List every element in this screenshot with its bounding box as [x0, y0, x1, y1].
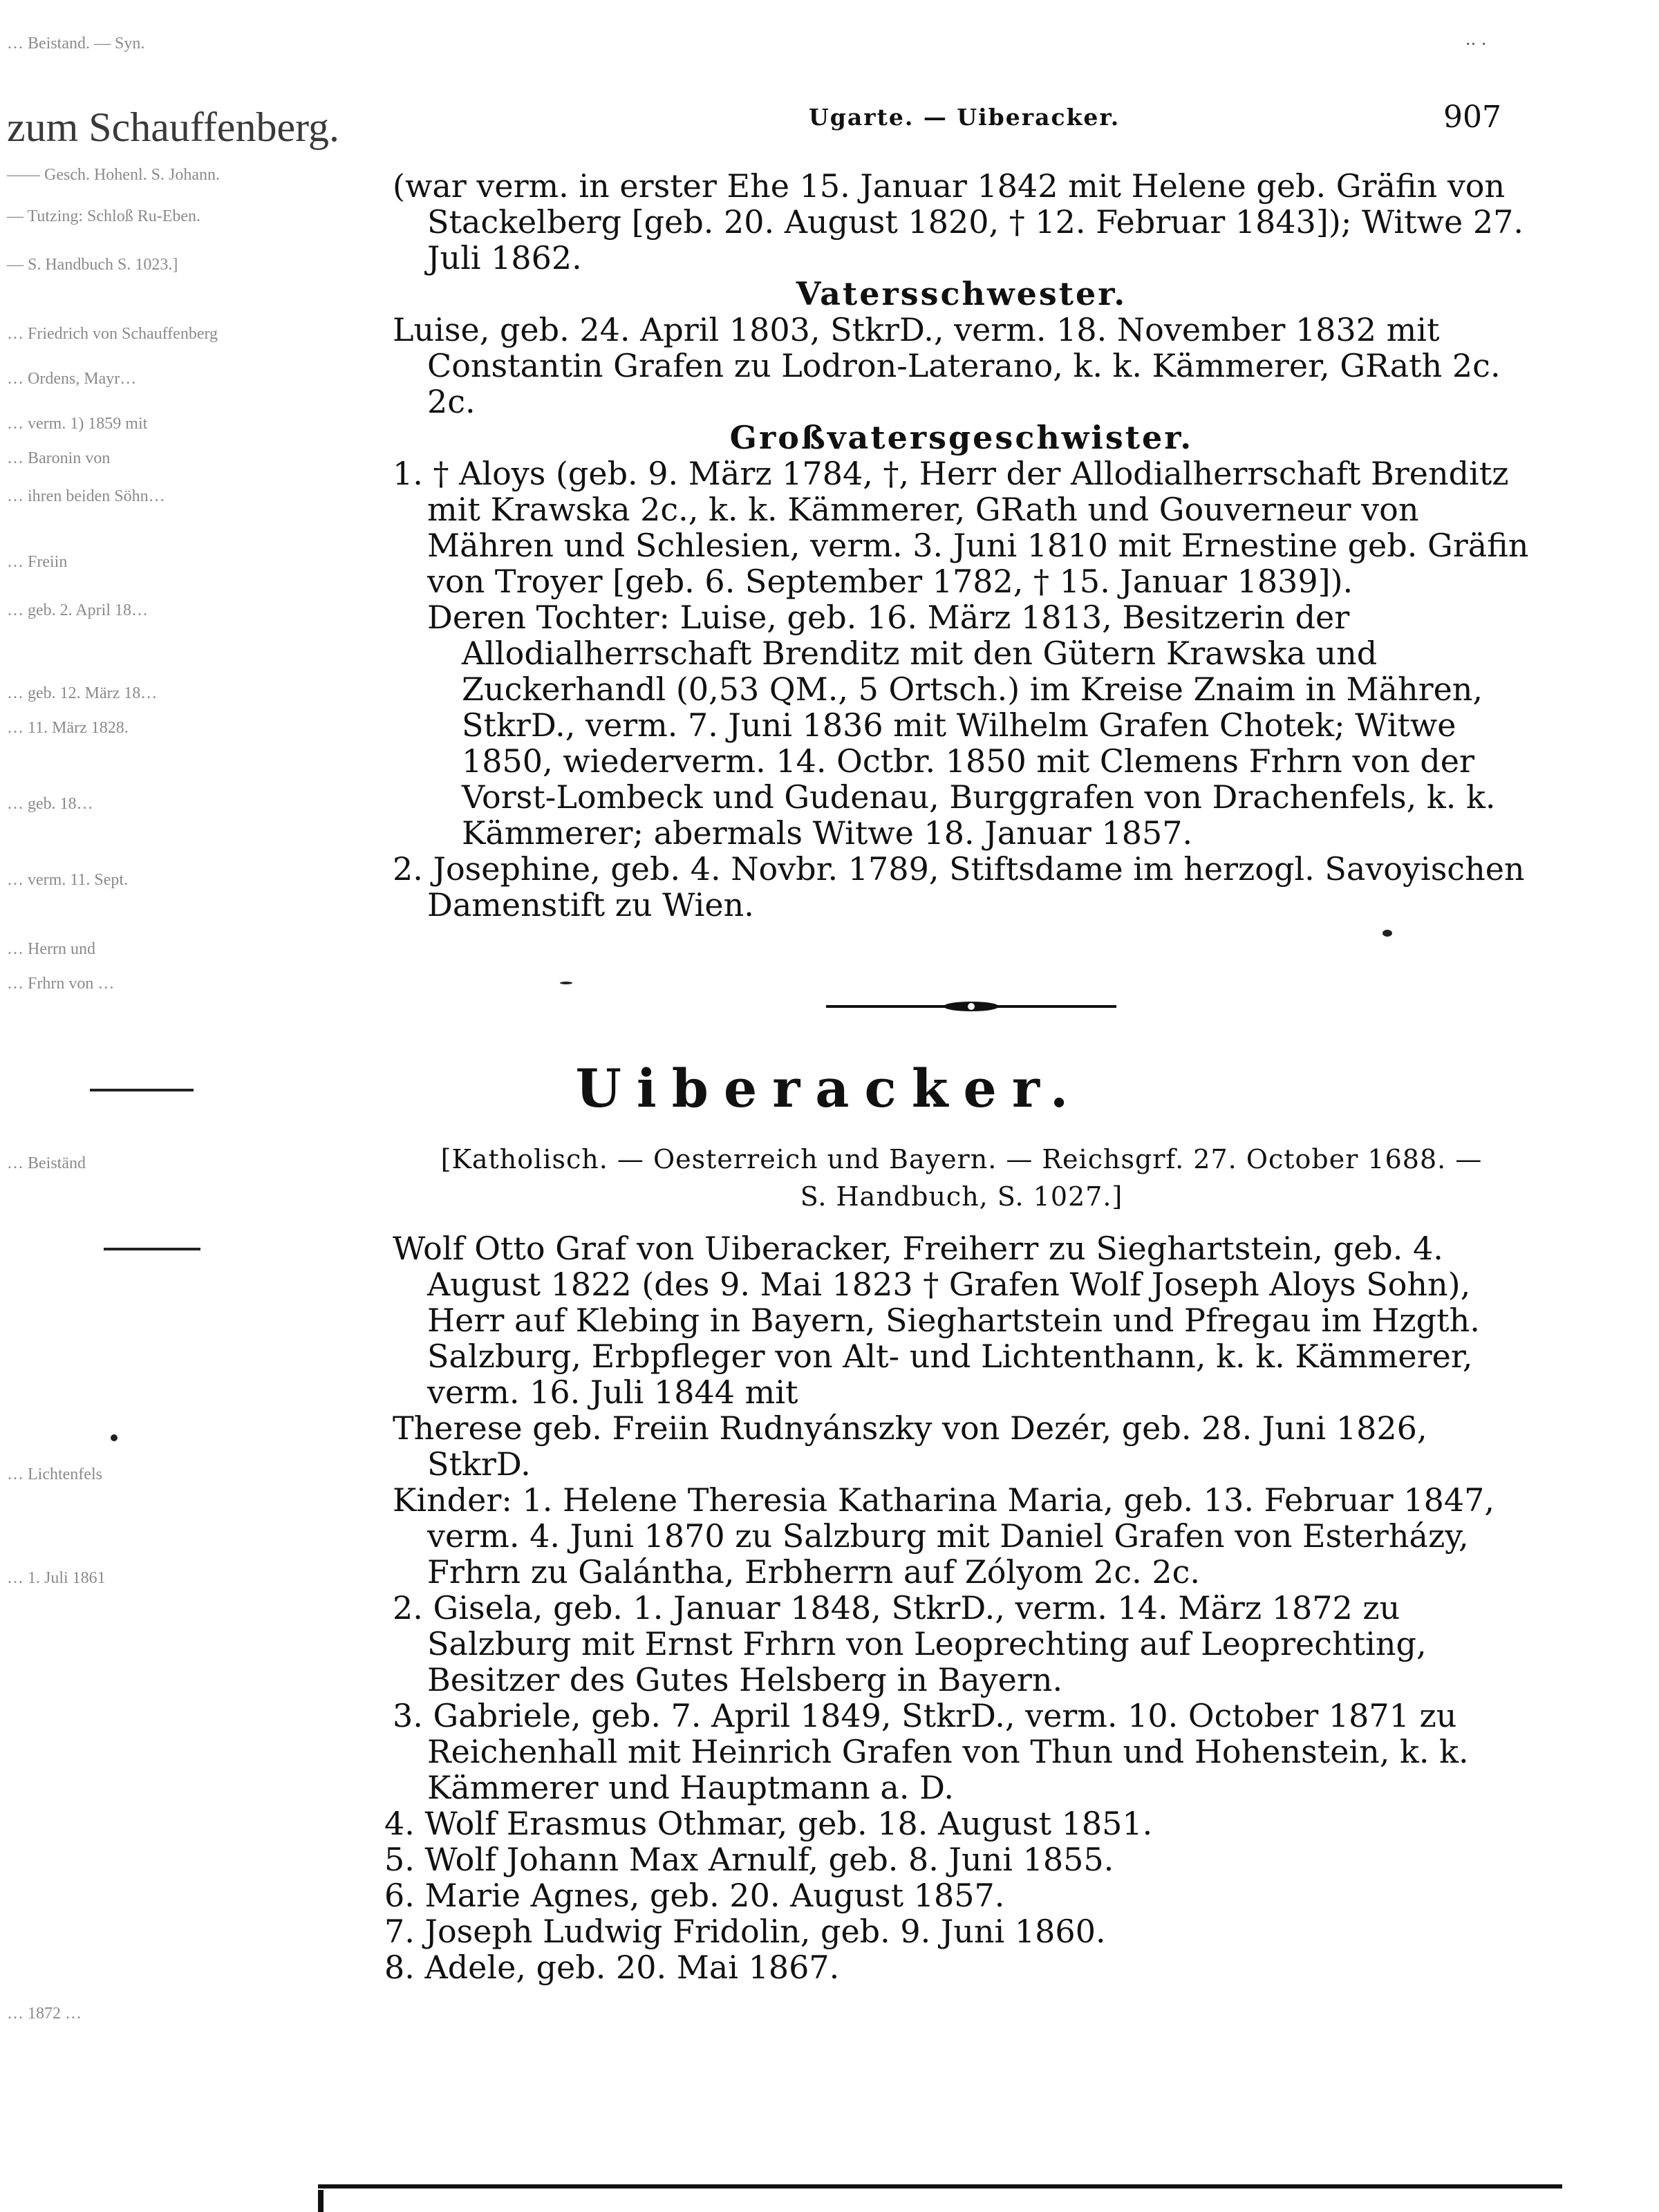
entry-head-of-family: Wolf Otto Graf von Uiberacker, Freiherr zu Sieghartstein, geb. 4. August 1822 (des 9. Mai 1823 † Grafen Wolf Joseph Aloys Sohn), Herr auf Klebing in Bayern, Sieghartstein und Pfregau im Hzgth. Salzburg, Erbpfleger von Alt- und Lichtenthann, k. k. Kämmerer, verm. 16. Juli 1844 mit	[393, 1230, 1480, 1411]
bleed-line: … verm. 1) 1859 mit	[7, 415, 148, 433]
bleed-line: … geb. 2. April 18…	[7, 601, 148, 619]
section-divider-ornament	[826, 1001, 1116, 1012]
ink-speck	[560, 982, 572, 984]
bleed-line: … Ordens, Mayr…	[7, 370, 137, 388]
bleed-ornament	[104, 1248, 200, 1250]
list-item-child: 5. Wolf Johann Max Arnulf, geb. 8. Juni 1855.	[384, 1841, 1114, 1878]
entry-aloys-daughter: Deren Tochter: Luise, geb. 16. März 1813, Besitzerin der Allodialherrschaft Brenditz mit den Gütern Krawska und Zuckerhandl (0,53 QM., 5 Ortsch.) im Kreise Znaim in Mähren, StkrD., verm. 7. Juni 1836 mit Wilhelm Grafen Chotek; Witwe 1850, wiederverm. 14. Octbr. 1850 mit Clemens Frhrn von der Vorst-Lombeck und Gudenau, Burggrafen von Drachenfels, k. k. Kämmerer; abermals Witwe 18. Januar 1857.	[427, 599, 1496, 852]
bleed-line: … Frhrn von …	[7, 975, 115, 993]
bleed-line: … ihren beiden Söhn…	[7, 487, 165, 505]
paragraph-aunt: Luise, geb. 24. April 1803, StkrD., verm. 18. November 1832 mit Constantin Grafen zu Lodron-Laterano, k. k. Kämmerer, GRath 2c. 2c.	[393, 311, 1501, 420]
bleed-line: … Freiin	[7, 553, 68, 571]
corner-mark: ·· ·	[1465, 35, 1487, 54]
ink-speck	[1382, 930, 1392, 937]
list-item-child: 3. Gabriele, geb. 7. April 1849, StkrD., verm. 10. October 1871 zu Reichenhall mit Heinrich Grafen von Thun und Hohenstein, k. k. Kämmerer und Hauptmann a. D.	[393, 1697, 1469, 1806]
bleed-line: … Beiständ	[7, 1154, 86, 1172]
bleed-line: … Herrn und	[7, 940, 95, 958]
entry-josephine: 2. Josephine, geb. 4. Novbr. 1789, Stiftsdame im herzogl. Savoyischen Damenstift zu Wien.	[393, 850, 1525, 924]
family-note-line-2: S. Handbuch, S. 1027.]	[800, 1181, 1123, 1212]
running-title: Ugarte. — Uiberacker.	[809, 104, 1121, 131]
bleed-line: … 1. Juli 1861	[7, 1569, 106, 1587]
list-item-child: 8. Adele, geb. 20. Mai 1867.	[384, 1949, 840, 1986]
bleed-top-line: … Beistand. — Syn.	[7, 35, 145, 53]
bottom-rule	[318, 2184, 1562, 2188]
bleed-line: … verm. 11. Sept.	[7, 871, 129, 889]
family-note	[384, 1141, 1539, 1215]
section-title: Uiberacker.	[575, 1058, 1084, 1119]
bleed-line: … Baronin von	[7, 449, 111, 467]
section-uiberacker	[384, 1230, 1539, 1985]
bleed-line: — Tutzing: Schloß Ru-Eben.	[7, 207, 201, 225]
paragraph-intro: (war verm. in erster Ehe 15. Januar 1842 mit Helene geb. Gräfin von Stackelberg [geb. 20. August 1820, † 12. Februar 1843]); Witwe 27. Juli 1862.	[393, 167, 1524, 276]
entry-wife: Therese geb. Freiin Rudnyánszky von Dezér, geb. 28. Juni 1826, StkrD.	[393, 1409, 1427, 1483]
bleed-line: … geb. 12. März 18…	[7, 684, 158, 702]
bottom-rule-corner	[318, 2190, 324, 2212]
heading-grossvatersgeschwister: Großvatersgeschwister.	[729, 419, 1194, 456]
bleed-line: — S. Handbuch S. 1023.]	[7, 256, 178, 274]
list-item-child: 2. Gisela, geb. 1. Januar 1848, StkrD., verm. 14. März 1872 zu Salzburg mit Ernst Frhrn von Leoprechting auf Leoprechting, Besitzer des Gutes Helsberg in Bayern.	[393, 1589, 1427, 1698]
list-item-child: 4. Wolf Erasmus Othmar, geb. 18. August 1851.	[384, 1805, 1153, 1842]
heading-vatersschwester: Vatersschwester.	[796, 275, 1127, 312]
bleed-line: … 11. März 1828.	[7, 719, 129, 737]
bleed-line: … geb. 18…	[7, 795, 93, 813]
bleed-line: … Friedrich von Schauffenberg	[7, 325, 218, 343]
list-item-child: 7. Joseph Ludwig Fridolin, geb. 9. Juni 1860.	[384, 1913, 1106, 1950]
page-number: 907	[1443, 100, 1501, 135]
bleed-line: … Lichtenfels	[7, 1465, 102, 1483]
list-item-child: 6. Marie Agnes, geb. 20. August 1857.	[384, 1877, 1005, 1914]
family-note-line-1: [Katholisch. — Oesterreich und Bayern. — Reichsgrf. 27. October 1688. —	[440, 1144, 1483, 1174]
entry-aloys: 1. † Aloys (geb. 9. März 1784, †, Herr der Allodialherrschaft Brenditz mit Krawska 2c., k. k. Kämmerer, GRath und Gouverneur von Mähren und Schlesien, verm. 3. Juni 1810 mit Ernestine geb. Gräfin von Troyer [geb. 6. September 1782, † 15. Januar 1839]).	[393, 455, 1529, 600]
bleed-heading: zum Schauffenberg.	[7, 104, 339, 150]
section-ugarte	[384, 168, 1539, 923]
bleed-line: … 1872 …	[7, 2005, 82, 2023]
bleed-line: —— Gesch. Hohenl. S. Johann.	[7, 166, 220, 184]
ink-speck	[111, 1434, 118, 1441]
list-item-child: Kinder: 1. Helene Theresia Katharina Maria, geb. 13. Februar 1847, verm. 4. Juni 1870 zu Salzburg mit Daniel Grafen von Esterházy, Frhrn zu Galántha, Erbherrn auf Zólyom 2c. 2c.	[393, 1481, 1494, 1591]
